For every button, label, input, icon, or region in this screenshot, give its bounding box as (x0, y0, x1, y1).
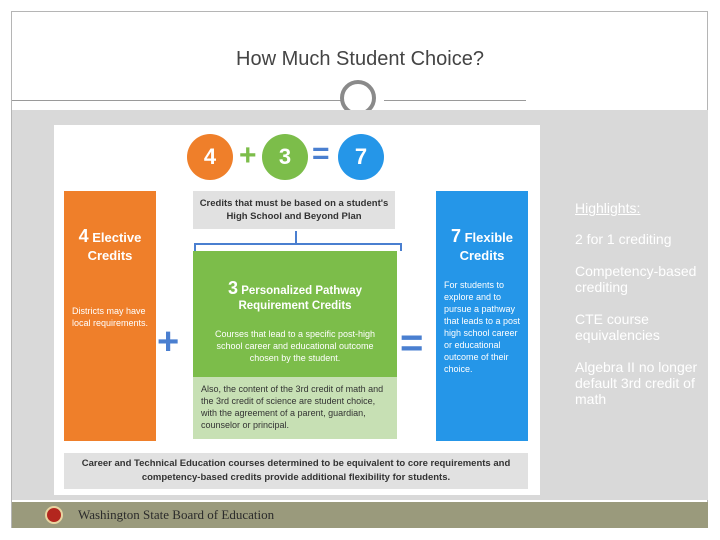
highlight-item: Algebra II no longer default 3rd credit of math (575, 359, 698, 407)
highlights-panel (575, 200, 715, 423)
circle-seven: 7 (338, 134, 384, 180)
elective-credits-box (64, 191, 156, 441)
circle-four: 4 (187, 134, 233, 180)
pathway-number: 3 (227, 278, 238, 298)
highlight-item: 2 for 1 crediting (575, 231, 672, 247)
elective-note: Districts may have local requirements. (72, 306, 149, 328)
circle-three: 3 (262, 134, 308, 180)
flexible-title: Flexible Credits (459, 230, 514, 263)
credits-infographic (54, 125, 540, 495)
highlights-title: Highlights: (575, 200, 641, 216)
bottom-note: Career and Technical Education courses determined to be equivalent to core requirements and competency-based credits provide additional flexibility for students. (64, 453, 528, 489)
pathway-credits-box (193, 251, 397, 377)
side-equals-sign: = (400, 321, 424, 365)
side-plus-sign: + (157, 321, 180, 363)
pathway-title: Personalized Pathway Requirement Credits (238, 285, 362, 312)
highlight-item: Competency-based crediting (575, 263, 697, 295)
flexible-note: For students to explore and to pursue a pathway that leads to a post high school career or educational outcome of their choice. (444, 280, 521, 374)
equals-sign: = (312, 137, 330, 170)
bracket-tick (295, 231, 297, 243)
footer-org-name: Washington State Board of Education (78, 507, 275, 522)
top-note: Credits that must be based on a student's High School and Beyond Plan (193, 191, 395, 229)
highlight-item: CTE course equivalencies (575, 311, 660, 343)
flexible-number: 7 (450, 226, 461, 246)
slide-title: How Much Student Choice? (236, 48, 484, 70)
pathway-extra-note: Also, the content of the 3rd credit of math and the 3rd credit of science are student choice, with the agreement of a parent, guardian, counselor or principal. (193, 377, 397, 439)
elective-number: 4 (78, 226, 89, 246)
elective-title: Elective Credits (87, 230, 142, 263)
title-rule-right (384, 100, 526, 101)
plus-sign: + (239, 139, 257, 172)
pathway-note: Courses that lead to a specific post-high school career and educational outcome chosen by the student. (214, 329, 376, 363)
flexible-credits-box (436, 191, 528, 441)
title-rule-left (12, 100, 342, 101)
state-seal-logo (45, 506, 63, 524)
bracket (194, 243, 402, 251)
